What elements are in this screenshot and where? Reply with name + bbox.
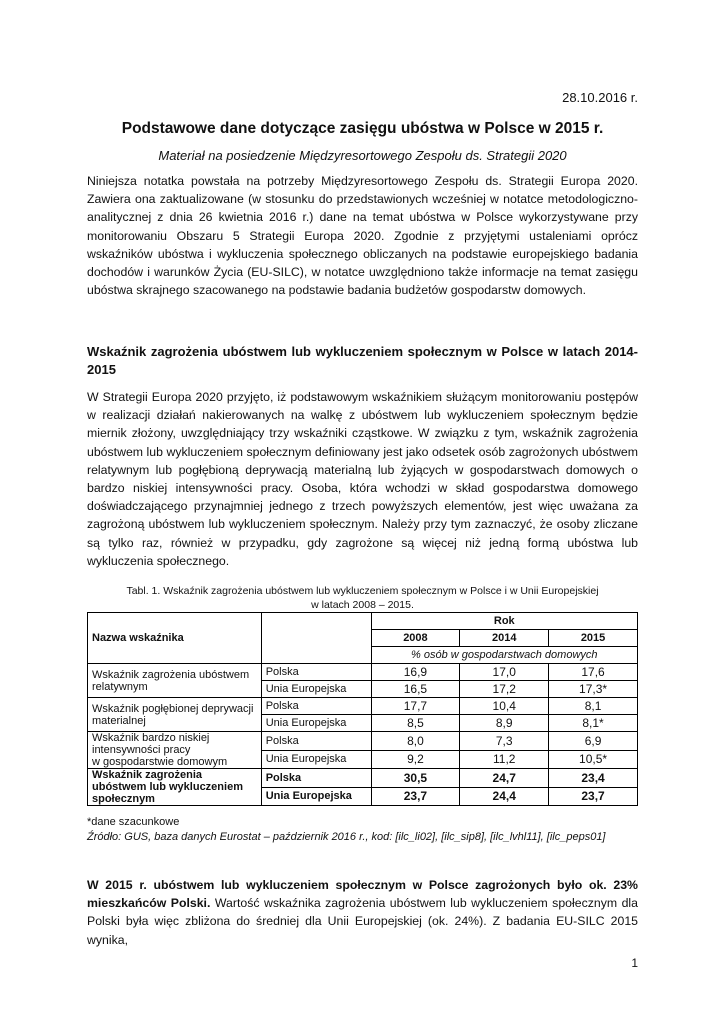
row-name-line1: Wskaźnik bardzo niskiej intensywności pracy: [92, 732, 210, 756]
cell-value: 8,9: [460, 715, 549, 732]
cell-value: 8,5: [371, 715, 460, 732]
page-number: 1: [631, 956, 638, 970]
cell-value: 17,3*: [549, 681, 638, 698]
row-region: Polska: [261, 664, 371, 681]
cell-value: 24,4: [460, 787, 549, 806]
table-row: [88, 664, 638, 681]
table-caption-line2: w latach 2008 – 2015.: [311, 599, 414, 611]
final-paragraph: [87, 876, 638, 949]
table-header-row: [88, 613, 638, 630]
cell-value: 8,1: [549, 698, 638, 715]
row-region: Unia Europejska: [261, 715, 371, 732]
row-region: Unia Europejska: [261, 787, 371, 806]
cell-value: 8,0: [371, 732, 460, 751]
cell-value: 16,9: [371, 664, 460, 681]
section-paragraph: W Strategii Europa 2020 przyjęto, iż podstawowym wskaźnikiem służącym monitorowaniu postępów w realizacji działań nakierowanych na walkę z ubóstwem lub wykluczeniem społecznym będzie miernik złożony, uwzględniający trzy wskaźniki cząstkowe. W związku z tym, wskaźnik zagrożenia ubóstwem lub wykluczeniem społecznym definiowany jest jako odsetek osób zagrożonych ubóstwem relatywnym lub pogłębioną deprywacją materialną lub żyjących w gospodarstwach domowych o bardzo niskiej intensywności pracy. Osoba, która wchodzi w skład gospodarstwa domowego doświadczającego przynajmniej jednego z trzech powyższych elementów, jest więc uważana za zagrożoną ubóstwem lub wykluczeniem społecznym. Należy przy tym zaznaczyć, że osoby zliczane są tylko raz, również w przypadku, gdy zagrożone są więcej niż jedną formą ubóstwa lub wykluczenia społecznego.: [87, 390, 638, 568]
row-region: Polska: [261, 769, 371, 788]
cell-value: 17,2: [460, 681, 549, 698]
header-blank: [261, 613, 371, 664]
document-date: 28.10.2016 r.: [562, 90, 638, 105]
final-rest-text: Wartość wskaźnika zagrożenia ubóstwem lub wykluczeniem społecznym dla Polski była więc zbliżona do średniej dla Unii Europejskiej (ok. 24%). Z badania EU-SILC 2015 wynika,: [87, 896, 638, 947]
row-name: Wskaźnik zagrożenia ubóstwem lub wykluczeniem społecznym: [88, 769, 262, 806]
table-row: [88, 732, 638, 751]
cell-value: 7,3: [460, 732, 549, 751]
row-name: Wskaźnik zagrożenia ubóstwem relatywnym: [88, 664, 262, 698]
row-region: Unia Europejska: [261, 750, 371, 769]
row-name-line2: w gospodarstwie domowym: [92, 756, 228, 768]
table-note: *dane szacunkowe: [87, 816, 180, 828]
cell-value: 30,5: [371, 769, 460, 788]
poverty-table: [87, 612, 638, 806]
header-name: Nazwa wskaźnika: [88, 613, 262, 664]
row-region: Polska: [261, 698, 371, 715]
table-row: [88, 769, 638, 788]
cell-value: 16,5: [371, 681, 460, 698]
document-title: Podstawowe dane dotyczące zasięgu ubóstwa w Polsce w 2015 r.: [121, 120, 604, 137]
cell-value: 17,6: [549, 664, 638, 681]
cell-value: 17,7: [371, 698, 460, 715]
header-rok: Rok: [371, 613, 637, 630]
row-name: Wskaźnik pogłębionej deprywacji materialnej: [88, 698, 262, 732]
cell-value: 10,5*: [549, 750, 638, 769]
table-caption: [87, 584, 638, 612]
row-region: Unia Europejska: [261, 681, 371, 698]
section-heading: Wskaźnik zagrożenia ubóstwem lub wykluczeniem społecznym w Polsce w latach 2014-2015: [87, 344, 638, 377]
intro-paragraph: Niniejsza notatka powstała na potrzeby Międzyresortowego Zespołu ds. Strategii Europa 2020. Zawiera ona zaktualizowane (w stosunku do przedstawionych wcześniej w notatce metodologiczno-analitycznej z dnia 26 kwietnia 2016 r.) dane na temat ubóstwa w Polsce wykorzystywane przy monitorowaniu Obszaru 5 Strategii Europa 2020. Zgodnie z przyjętymi ustaleniami oprócz wskaźników ubóstwa i wykluczenia społecznego obliczanych na podstawie europejskiego badania dochodów i warunków Życia (EU-SILC), w notatce uwzględniono także informacje na temat zasięgu ubóstwa skrajnego szacowanego na podstawie badania budżetów gospodarstw domowych.: [87, 174, 638, 298]
cell-value: 8,1*: [549, 715, 638, 732]
row-region: Polska: [261, 732, 371, 751]
cell-value: 9,2: [371, 750, 460, 769]
header-year: 2015: [549, 630, 638, 647]
document-subtitle: Materiał na posiedzenie Międzyresortowego Zespołu ds. Strategii 2020: [158, 148, 567, 163]
cell-value: 23,4: [549, 769, 638, 788]
row-name: [88, 732, 262, 769]
header-unit: % osób w gospodarstwach domowych: [371, 647, 637, 664]
cell-value: 11,2: [460, 750, 549, 769]
cell-value: 10,4: [460, 698, 549, 715]
table-source: Źródło: GUS, baza danych Eurostat – październik 2016 r., kod: [ilc_li02], [ilc_sip8], [ilc_lvhl11], [ilc_peps01]: [87, 831, 606, 843]
cell-value: 6,9: [549, 732, 638, 751]
final-bold-text: W 2015 r. ubóstwem lub wykluczeniem społecznym w Polsce zagrożonych było ok. 23% mieszkańców Polski.: [87, 878, 638, 911]
cell-value: 17,0: [460, 664, 549, 681]
cell-value: 24,7: [460, 769, 549, 788]
header-year: 2008: [371, 630, 460, 647]
header-year: 2014: [460, 630, 549, 647]
table-caption-line1: Tabl. 1. Wskaźnik zagrożenia ubóstwem lub wykluczeniem społecznym w Polsce i w Unii Europejskiej: [126, 585, 599, 597]
cell-value: 23,7: [371, 787, 460, 806]
cell-value: 23,7: [549, 787, 638, 806]
table-row: [88, 698, 638, 715]
